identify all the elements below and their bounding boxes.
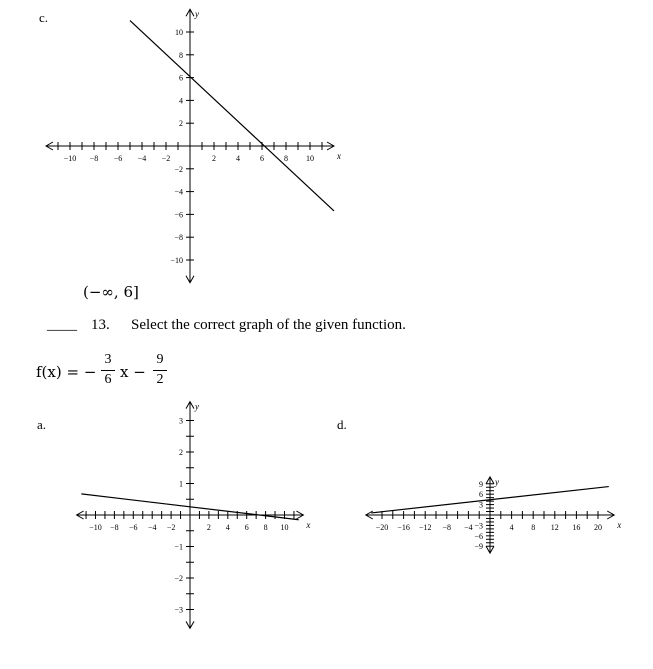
question-prompt: Select the correct graph of the given function. [131, 317, 406, 333]
x-tick-label: −8 [89, 154, 99, 163]
y-tick-label: −10 [170, 256, 183, 265]
y-tick-label: −2 [174, 574, 183, 583]
x-tick-label: −6 [129, 523, 138, 532]
x-tick-label: −6 [113, 154, 123, 163]
x-tick-label: 10 [280, 523, 289, 532]
x-tick-label: 4 [509, 523, 514, 532]
y-tick-label: 4 [179, 96, 183, 106]
x-axis-label: x [306, 520, 311, 530]
x-tick-label: −4 [464, 523, 473, 532]
x-tick-label: 8 [284, 154, 288, 163]
x-tick-label: −2 [166, 523, 176, 532]
y-tick-label: 10 [175, 28, 183, 37]
x-tick-label: 8 [531, 523, 536, 532]
y-tick-label: 3 [479, 500, 483, 510]
y-tick-label: −9 [474, 542, 483, 552]
y-tick-label: 6 [179, 73, 183, 83]
frac2-bar [153, 370, 167, 371]
x-tick-label: −4 [147, 523, 157, 532]
y-tick-label: −3 [174, 605, 183, 615]
x-tick-label: 6 [260, 154, 264, 163]
x-tick-label: −8 [442, 523, 452, 532]
y-tick-label: −6 [474, 531, 483, 541]
y-tick-label: 8 [179, 50, 183, 60]
graph-c-label: c. [39, 10, 49, 25]
y-tick-label: −6 [174, 210, 183, 220]
x-tick-label: 10 [306, 154, 314, 163]
frac1-denominator: 6 [104, 372, 112, 387]
graph-c [60, 9, 341, 270]
x-axis-label: x [337, 151, 341, 161]
x-tick-label: −10 [89, 523, 102, 532]
y-tick-label: 6 [479, 490, 483, 500]
x-tick-label: 2 [206, 523, 211, 532]
function-lhs: f(x) = − [36, 363, 97, 381]
x-tick-label: −16 [397, 523, 410, 532]
x-tick-label: −4 [137, 154, 147, 163]
y-tick-label: 3 [179, 416, 183, 426]
question-number: 13. [91, 317, 110, 333]
y-tick-label: 2 [179, 448, 183, 457]
x-tick-label: −20 [375, 523, 389, 532]
graph-a [60, 401, 320, 660]
x-tick-label: 2 [212, 154, 216, 163]
x-tick-label: −12 [418, 523, 432, 532]
y-tick-label: −3 [474, 521, 483, 531]
y-axis-label: y [195, 9, 199, 20]
answer-blank[interactable]: ____ [47, 317, 77, 333]
function-line [130, 21, 334, 211]
option-a-label: a. [37, 417, 47, 432]
x-tick-label: −8 [110, 523, 119, 532]
y-tick-label: −8 [174, 233, 183, 243]
x-tick-label: 6 [244, 523, 249, 532]
y-tick-label: −1 [174, 542, 183, 552]
interval-answer: (−∞, 6] [83, 283, 139, 301]
x-tick-label: −10 [63, 154, 77, 163]
y-axis-label: y [495, 476, 499, 487]
frac1-numerator: 3 [104, 352, 112, 367]
x-tick-label: 4 [225, 523, 230, 532]
option-d-label: d. [337, 417, 347, 432]
x-axis-label: x [617, 520, 622, 530]
x-tick-label: −2 [161, 154, 171, 163]
frac2-denominator: 2 [156, 372, 164, 387]
x-tick-label: 20 [594, 523, 602, 532]
x-tick-label: 16 [572, 523, 581, 532]
graph-d [360, 410, 620, 660]
y-tick-label: −4 [174, 187, 183, 197]
y-tick-label: 2 [179, 119, 183, 129]
y-tick-label: 1 [179, 479, 183, 489]
frac1-bar [101, 370, 115, 371]
function-var: x − [120, 363, 146, 381]
x-tick-label: 4 [236, 154, 240, 163]
y-axis-label: y [195, 401, 199, 412]
y-tick-label: 9 [479, 479, 483, 489]
y-tick-label: −2 [174, 164, 183, 174]
x-tick-label: 12 [550, 523, 559, 532]
x-tick-label: 8 [263, 523, 268, 532]
frac2-numerator: 9 [156, 352, 164, 367]
